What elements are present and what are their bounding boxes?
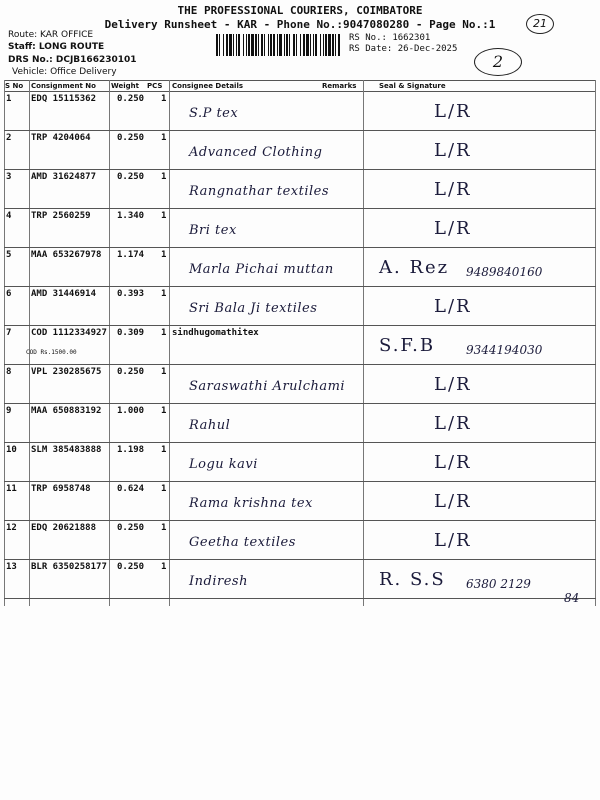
row-consignment-no: TRP 6958748 bbox=[31, 484, 91, 494]
row-weight: 0.250 bbox=[117, 523, 145, 533]
row-pcs: 1 bbox=[161, 523, 167, 533]
row-consignee-handwritten: Indiresh bbox=[189, 574, 248, 589]
row-consignee-handwritten: Saraswathi Arulchami bbox=[189, 379, 346, 394]
row-signature: A. Rez bbox=[379, 257, 450, 278]
row-divider bbox=[4, 286, 596, 287]
col-seal: Seal & Signature bbox=[379, 82, 446, 90]
row-divider bbox=[4, 208, 596, 209]
row-consignee-handwritten: Geetha textiles bbox=[189, 535, 296, 550]
row-divider bbox=[4, 598, 596, 599]
row-consignment-no: EDQ 15115362 bbox=[31, 94, 97, 104]
col-remarks: Remarks bbox=[322, 82, 357, 90]
row-weight: 0.250 bbox=[117, 133, 145, 143]
row-pcs: 1 bbox=[161, 484, 167, 494]
row-extra-note: 84 bbox=[564, 591, 580, 605]
row-pcs: 1 bbox=[161, 367, 167, 377]
company-title: THE PROFESSIONAL COURIERS, COIMBATORE bbox=[177, 4, 423, 17]
row-pcs: 1 bbox=[161, 172, 167, 182]
row-sno: 6 bbox=[6, 289, 12, 299]
row-signature: L/R bbox=[434, 218, 472, 239]
row-weight: 1.198 bbox=[117, 445, 145, 455]
row-pcs: 1 bbox=[161, 211, 167, 221]
row-divider bbox=[4, 520, 596, 521]
row-pcs: 1 bbox=[161, 328, 167, 338]
row-sno: 3 bbox=[6, 172, 12, 182]
row-pcs: 1 bbox=[161, 94, 167, 104]
route-label: Route: KAR OFFICE bbox=[8, 30, 94, 40]
row-signature: L/R bbox=[434, 413, 472, 434]
row-sno: 10 bbox=[6, 445, 17, 455]
row-consignee-handwritten: S.P tex bbox=[189, 106, 239, 121]
row-consignee-handwritten: Advanced Clothing bbox=[189, 145, 323, 160]
drs-label: DRS No.: DCJB166230101 bbox=[8, 55, 137, 65]
row-phone-handwritten: 9489840160 bbox=[466, 265, 543, 279]
row-signature: L/R bbox=[434, 491, 472, 512]
row-consignee-handwritten: Bri tex bbox=[189, 223, 237, 238]
row-pcs: 1 bbox=[161, 562, 167, 572]
row-sno: 12 bbox=[6, 523, 17, 533]
row-consignee-handwritten: Logu kavi bbox=[189, 457, 258, 472]
row-sno: 9 bbox=[6, 406, 12, 416]
row-pcs: 1 bbox=[161, 133, 167, 143]
row-weight: 0.250 bbox=[117, 367, 145, 377]
col-sno: S No bbox=[5, 82, 24, 90]
row-consignment-no: MAA 650883192 bbox=[31, 406, 102, 416]
row-phone-handwritten: 9344194030 bbox=[466, 343, 543, 357]
row-signature: S.F.B bbox=[379, 335, 436, 356]
row-weight: 1.174 bbox=[117, 250, 145, 260]
row-sno: 8 bbox=[6, 367, 12, 377]
row-divider bbox=[4, 130, 596, 131]
row-divider bbox=[4, 403, 596, 404]
row-consignment-no: TRP 4204064 bbox=[31, 133, 91, 143]
col-consignee: Consignee Details bbox=[172, 82, 244, 90]
row-pcs: 1 bbox=[161, 250, 167, 260]
row-sno: 13 bbox=[6, 562, 17, 572]
row-divider bbox=[4, 442, 596, 443]
row-weight: 0.250 bbox=[117, 172, 145, 182]
row-consignee-handwritten: Sri Bala Ji textiles bbox=[189, 301, 318, 316]
row-consignment-no: AMD 31446914 bbox=[31, 289, 97, 299]
row-phone-handwritten: 6380 2129 bbox=[466, 577, 531, 591]
handwritten-circle-note-2: 2 bbox=[474, 48, 522, 76]
row-consignee-handwritten: Rama krishna tex bbox=[189, 496, 313, 511]
row-signature: L/R bbox=[434, 101, 472, 122]
row-consignment-no: EDQ 20621888 bbox=[31, 523, 97, 533]
row-consignment-no: SLM 385483888 bbox=[31, 445, 102, 455]
row-signature: L/R bbox=[434, 140, 472, 161]
row-weight: 0.309 bbox=[117, 328, 145, 338]
row-weight: 1.340 bbox=[117, 211, 145, 221]
vehicle-label: Vehicle: Office Delivery bbox=[12, 67, 117, 77]
row-divider bbox=[4, 364, 596, 365]
row-weight: 0.393 bbox=[117, 289, 145, 299]
row-signature: L/R bbox=[434, 374, 472, 395]
row-signature: L/R bbox=[434, 452, 472, 473]
col-weight: Weight bbox=[111, 82, 139, 90]
runsheet-subtitle: Delivery Runsheet - KAR - Phone No.:9047080280 - Page No.:1 bbox=[104, 18, 496, 31]
row-pcs: 1 bbox=[161, 289, 167, 299]
rs-date: RS Date: 26-Dec-2025 bbox=[349, 44, 458, 54]
row-consignment-no: AMD 31624877 bbox=[31, 172, 97, 182]
row-consignment-no: COD 1112334927 bbox=[31, 328, 107, 338]
col-pcs: PCS bbox=[147, 82, 163, 90]
row-sno: 2 bbox=[6, 133, 12, 143]
row-weight: 1.000 bbox=[117, 406, 145, 416]
row-consignee-handwritten: Rahul bbox=[189, 418, 231, 433]
row-consignee-printed: sindhugomathitex bbox=[172, 328, 259, 338]
row-sno: 5 bbox=[6, 250, 12, 260]
row-signature: L/R bbox=[434, 530, 472, 551]
row-divider bbox=[4, 169, 596, 170]
row-sno: 11 bbox=[6, 484, 17, 494]
row-signature: L/R bbox=[434, 296, 472, 317]
row-pcs: 1 bbox=[161, 406, 167, 416]
row-weight: 0.250 bbox=[117, 94, 145, 104]
row-signature: R. S.S bbox=[379, 569, 446, 590]
col-consignment: Consignment No bbox=[31, 82, 96, 90]
row-pcs: 1 bbox=[161, 445, 167, 455]
row-divider bbox=[4, 247, 596, 248]
row-consignment-no: TRP 2560259 bbox=[31, 211, 91, 221]
row-divider bbox=[4, 325, 596, 326]
row-consignment-no: VPL 230285675 bbox=[31, 367, 102, 377]
row-weight: 0.624 bbox=[117, 484, 145, 494]
row-sno: 4 bbox=[6, 211, 12, 221]
rs-number: RS No.: 1662301 bbox=[349, 33, 431, 43]
handwritten-circle-note: 21 bbox=[526, 14, 554, 34]
row-divider bbox=[4, 481, 596, 482]
delivery-table bbox=[4, 80, 596, 606]
row-cod-amount: COD Rs.1500.00 bbox=[26, 349, 77, 356]
row-consignee-handwritten: Marla Pichai muttan bbox=[189, 262, 334, 277]
row-signature: L/R bbox=[434, 179, 472, 200]
row-sno: 1 bbox=[6, 94, 12, 104]
staff-label: Staff: LONG ROUTE bbox=[8, 42, 105, 52]
row-consignment-no: MAA 653267978 bbox=[31, 250, 102, 260]
row-weight: 0.250 bbox=[117, 562, 145, 572]
row-divider bbox=[4, 559, 596, 560]
row-sno: 7 bbox=[6, 328, 12, 338]
row-consignment-no: BLR 6350258177 bbox=[31, 562, 107, 572]
barcode bbox=[216, 34, 342, 56]
row-consignee-handwritten: Rangnathar textiles bbox=[189, 184, 330, 199]
